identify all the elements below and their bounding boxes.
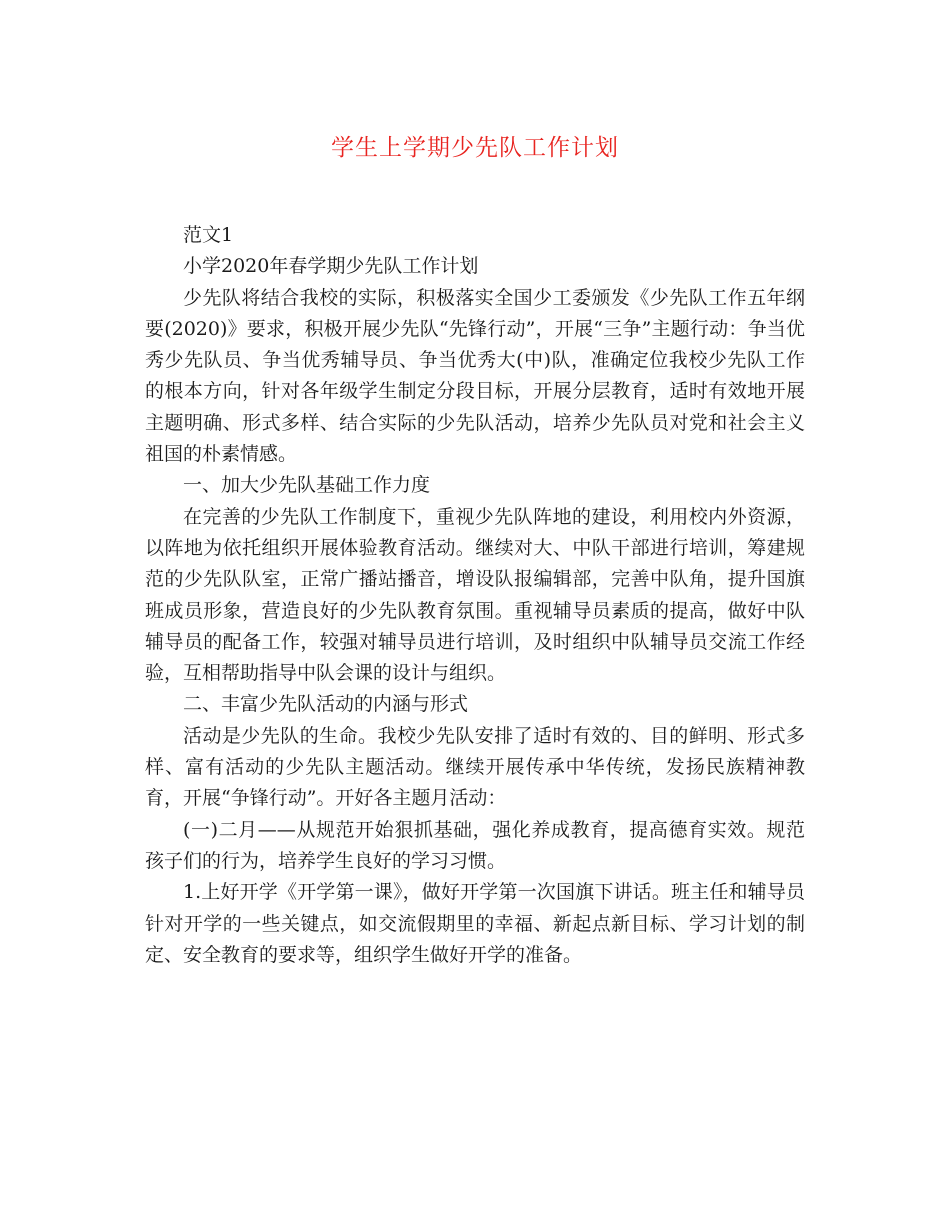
section-heading-2: 二、丰富少先队活动的内涵与形式 bbox=[183, 693, 469, 716]
paragraph-sample-label: 范文1 bbox=[183, 224, 234, 246]
paragraph-section-2: 活动是少先队的生命。我校少先队安排了适时有效的、目的鲜明、形式多样、富有活动的少先队主题活动。继续开展传承中华传统，发扬民族精神教育，开展“争锋行动”。开好各主题月活动： bbox=[145, 724, 805, 810]
paragraph-plan-heading: 小学2020年春学期少先队工作计划 bbox=[183, 255, 479, 278]
paragraph-february: (一)二月——从规范开始狠抓基础，强化养成教育，提高德育实效。规范孩子们的行为，培养学生良好的学习习惯。 bbox=[145, 818, 805, 872]
paragraph-item-1: 1.上好开学《开学第一课》，做好开学第一次国旗下讲话。班主任和辅导员针对开学的一些关键点，如交流假期里的幸福、新起点新目标、学习计划的制定、安全教育的要求等，组织学生做好开学的准备。 bbox=[145, 881, 805, 966]
paragraph-section-1: 在完善的少先队工作制度下，重视少先队阵地的建设，利用校内外资源，以阵地为依托组织开展体验教育活动。继续对大、中队干部进行培训，筹建规范的少先队队室，正常广播站播音，增设队报编辑部，完善中队角，提升国旗班成员形象，营造良好的少先队教育氛围。重视辅导员素质的提高，做好中队辅导员的配备工作，较强对辅导员进行培训，及时组织中队辅导员交流工作经验，互相帮助指导中队会课的设计与组织。 bbox=[145, 505, 805, 685]
document-title: 学生上学期少先队工作计划 bbox=[331, 135, 619, 161]
paragraph-intro: 少先队将结合我校的实际，积极落实全国少工委颁发《少先队工作五年纲要(2020)》要求，积极开展少先队“先锋行动”，开展“三争”主题行动：争当优秀少先队员、争当优秀辅导员、争当优秀大(中)队，准确定位我校少先队工作的根本方向，针对各年级学生制定分段目标，开展分层教育，适时有效地开展主题明确、形式多样、结合实际的少先队活动，培养少先队员对党和社会主义祖国的朴素情感。 bbox=[145, 286, 805, 466]
document-body bbox=[145, 220, 805, 971]
section-heading-1: 一、加大少先队基础工作力度 bbox=[183, 474, 431, 497]
